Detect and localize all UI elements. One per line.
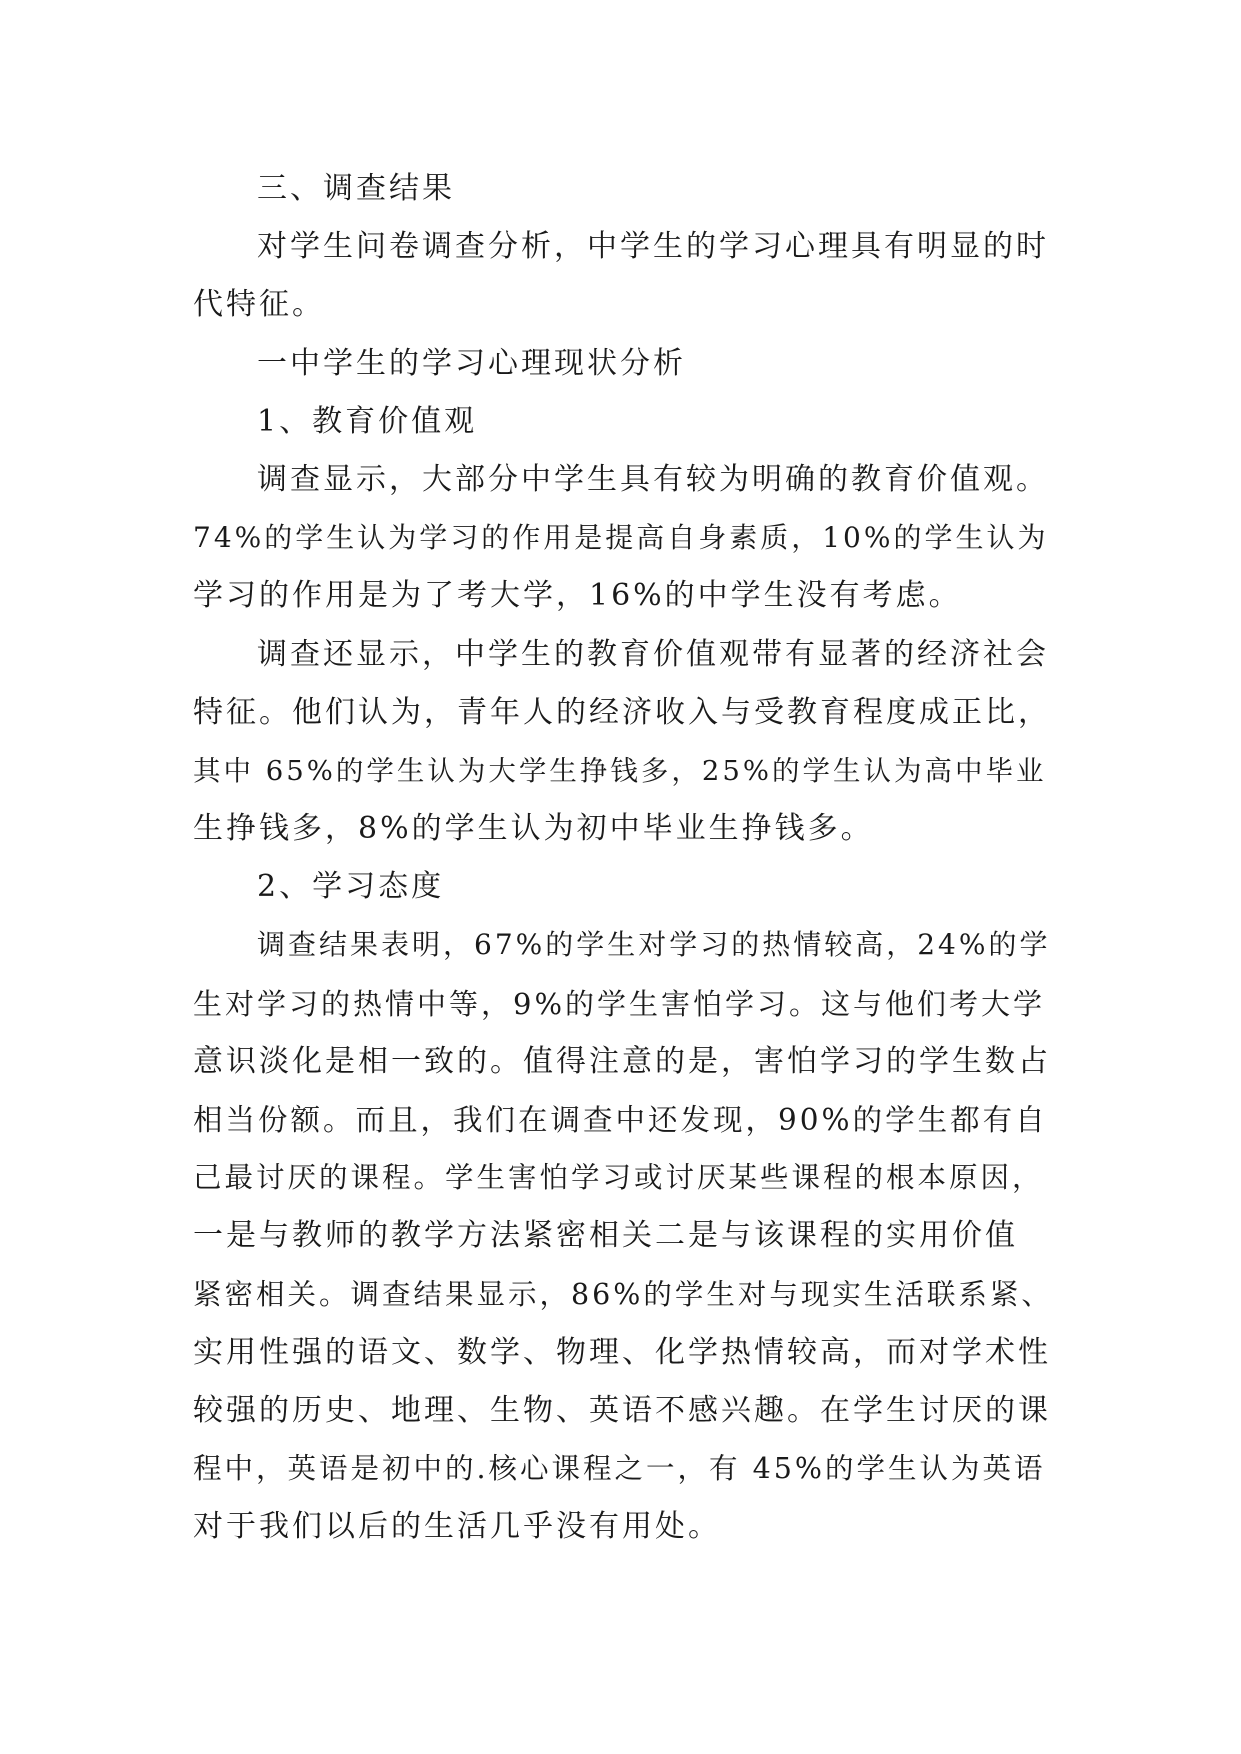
text-line: 1、教育价值观 [257, 403, 478, 439]
text-line: 对学生问卷调查分析，中学生的学习心理具有明显的时 [257, 229, 1049, 265]
text-line: 其中 65%的学生认为大学生挣钱多，25%的学生认为高中毕业 [193, 754, 1047, 787]
text-line: 己最讨厌的课程。学生害怕学习或讨厌某些课程的根本原因， [193, 1161, 1044, 1195]
text-line: 实用性强的语文、数学、物理、化学热情较高，而对学术性 [193, 1334, 1051, 1370]
text-line: 生挣钱多，8%的学生认为初中毕业生挣钱多。 [193, 811, 874, 847]
text-line: 相当份额。而且，我们在调查中还发现，90%的学生都有自 [193, 1103, 1048, 1137]
document-body [193, 160, 1055, 1557]
text-line: 调查结果表明，67%的学生对学习的热情较高，24%的学 [257, 928, 1051, 962]
text-line: 代特征。 [193, 287, 325, 323]
text-line: 程中，英语是初中的.核心课程之一，有 45%的学生认为英语 [193, 1452, 1046, 1486]
text-line: 较强的历史、地理、生物、英语不感兴趣。在学生讨厌的课 [193, 1392, 1051, 1428]
text-line: 74%的学生认为学习的作用是提高自身素质，10%的学生认为 [193, 521, 1049, 555]
text-line: 三、调查结果 [257, 171, 455, 206]
text-line: 意识淡化是相一致的。值得注意的是，害怕学习的学生数占 [193, 1043, 1051, 1079]
text-line: 对于我们以后的生活几乎没有用处。 [193, 1509, 721, 1545]
text-line: 生对学习的热情中等，9%的学生害怕学习。这与他们考大学 [193, 986, 1046, 1021]
text-line: 2、学习态度 [257, 869, 445, 905]
text-line: 调查显示，大部分中学生具有较为明确的教育价值观。 [257, 461, 1049, 497]
text-line: 学习的作用是为了考大学，16%的中学生没有考虑。 [193, 578, 962, 614]
text-line: 特征。他们认为，青年人的经济收入与受教育程度成正比， [193, 694, 1051, 730]
text-line: 一中学生的学习心理现状分析 [257, 345, 686, 381]
text-line: 调查还显示，中学生的教育价值观带有显著的经济社会 [257, 636, 1049, 672]
text-line: 紧密相关。调查结果显示，86%的学生对与现实生活联系紧、 [193, 1277, 1053, 1311]
text-line: 一是与教师的教学方法紧密相关二是与该课程的实用价值 [193, 1218, 1018, 1254]
